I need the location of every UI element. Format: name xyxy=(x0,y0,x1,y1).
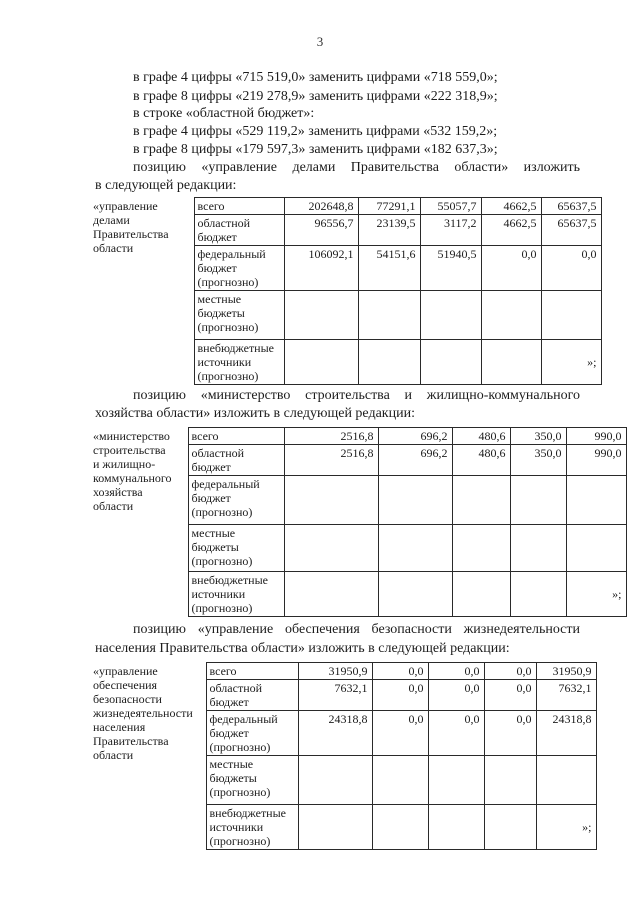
amount-cell xyxy=(378,476,452,525)
amount-cell xyxy=(510,572,566,617)
page-number: 3 xyxy=(316,34,324,49)
funding-source-line: источники xyxy=(197,355,252,369)
amount-cell xyxy=(420,340,481,385)
organization-name xyxy=(90,198,194,385)
funding-source-line: (прогнозно) xyxy=(197,369,259,383)
organization-name xyxy=(90,663,206,850)
funding-source xyxy=(188,476,284,525)
funding-source-line: (прогнозно) xyxy=(209,740,271,754)
funding-source-line: внебюджетные xyxy=(191,573,268,587)
amount-cell: 0,0 xyxy=(428,663,484,680)
funding-source-line: источники xyxy=(191,587,246,601)
funding-source-line: местные xyxy=(209,757,254,771)
organization-name-line: «управление xyxy=(93,663,158,678)
amount-cell: 31950,9 xyxy=(536,663,596,680)
amount-cell: 480,6 xyxy=(452,445,510,476)
closing-quote: »; xyxy=(612,587,622,601)
organization-name-line: коммунального xyxy=(93,470,172,485)
amount-cell xyxy=(541,340,601,385)
amount-cell: 23139,5 xyxy=(358,215,420,246)
organization-name-line: делами xyxy=(93,212,130,227)
funding-source-line: федеральный xyxy=(191,477,260,491)
amount-cell: 0,0 xyxy=(484,711,536,756)
amount-cell xyxy=(452,525,510,572)
paragraph-line: хозяйства области» изложить в следующей редакции: xyxy=(95,406,415,421)
funding-source-line: бюджеты xyxy=(191,540,239,554)
text-line: в графе 4 цифры «715 519,0» заменить цифрами «718 559,0»; xyxy=(133,70,498,85)
amount-cell: 696,2 xyxy=(378,445,452,476)
amount-cell: 350,0 xyxy=(510,428,566,445)
amount-cell xyxy=(484,756,536,805)
amount-cell xyxy=(566,525,626,572)
budget-table-management-affairs xyxy=(90,197,602,385)
amount-cell: 2516,8 xyxy=(284,428,378,445)
amount-cell: 4662,5 xyxy=(481,215,541,246)
funding-source-line: областной xyxy=(197,216,251,230)
table-row xyxy=(90,663,596,680)
amount-cell xyxy=(536,756,596,805)
funding-source-line: (прогнозно) xyxy=(197,275,259,289)
funding-source-line: местные xyxy=(191,526,236,540)
amount-cell: 0,0 xyxy=(481,246,541,291)
organization-name-line: области xyxy=(93,498,134,513)
funding-source-line: федеральный xyxy=(197,247,266,261)
funding-source-line: всего xyxy=(209,664,237,678)
amount-cell: 54151,6 xyxy=(358,246,420,291)
funding-source-line: (прогнозно) xyxy=(191,554,253,568)
funding-source xyxy=(188,572,284,617)
amount-cell xyxy=(566,476,626,525)
amount-cell: 65637,5 xyxy=(541,215,601,246)
amount-cell: 96556,7 xyxy=(284,215,358,246)
amount-cell: 0,0 xyxy=(428,680,484,711)
funding-source-line: (прогнозно) xyxy=(209,834,271,848)
organization-name-line: Правительства xyxy=(93,733,169,748)
funding-source xyxy=(206,663,298,680)
organization-name-line: населения xyxy=(93,719,146,734)
amount-cell: 0,0 xyxy=(372,680,428,711)
funding-source-line: (прогнозно) xyxy=(191,601,253,615)
amount-cell: 31950,9 xyxy=(298,663,372,680)
funding-source-line: бюджеты xyxy=(209,771,257,785)
amount-cell: 480,6 xyxy=(452,428,510,445)
paragraph-line: в следующей редакции: xyxy=(95,178,237,193)
amount-cell xyxy=(372,805,428,850)
amount-cell xyxy=(284,476,378,525)
funding-source-line: бюджет xyxy=(209,695,249,709)
amount-cell: 202648,8 xyxy=(284,198,358,215)
funding-source-line: источники xyxy=(209,820,264,834)
amount-cell: 55057,7 xyxy=(420,198,481,215)
funding-source xyxy=(188,525,284,572)
amount-cell xyxy=(358,340,420,385)
organization-name-line: «министерство xyxy=(93,428,170,443)
amount-cell xyxy=(284,340,358,385)
amount-cell xyxy=(541,291,601,340)
organization-name xyxy=(90,428,188,617)
amount-cell: 0,0 xyxy=(372,663,428,680)
amount-cell xyxy=(284,291,358,340)
amount-cell xyxy=(428,756,484,805)
paragraph-line: позицию «управление обеспечения безопасности жизнедеятельности xyxy=(133,622,580,637)
organization-name-line: обеспечения xyxy=(93,677,158,692)
amount-cell xyxy=(510,476,566,525)
closing-quote: »; xyxy=(582,820,592,834)
paragraph-line: позицию «управление делами Правительства области» изложить xyxy=(133,160,580,175)
funding-source xyxy=(194,198,284,215)
organization-name-line: жизнедеятельности xyxy=(93,705,193,720)
funding-source xyxy=(206,756,298,805)
paragraph-line: позицию «министерство строительства и жилищно-коммунального xyxy=(133,388,580,403)
amount-cell xyxy=(452,572,510,617)
organization-name-line: «управление xyxy=(93,198,158,213)
amount-cell: 0,0 xyxy=(541,246,601,291)
organization-name-line: Правительства xyxy=(93,226,169,241)
amount-cell xyxy=(536,805,596,850)
funding-source-line: бюджет xyxy=(191,460,231,474)
organization-name-line: области xyxy=(93,240,134,255)
funding-source-line: (прогнозно) xyxy=(191,505,253,519)
organization-name-line: хозяйства xyxy=(93,484,143,499)
table-row xyxy=(90,198,601,215)
closing-quote: »; xyxy=(587,355,597,369)
amount-cell xyxy=(284,572,378,617)
amount-cell: 7632,1 xyxy=(536,680,596,711)
funding-source-line: областной xyxy=(191,446,245,460)
amount-cell: 77291,1 xyxy=(358,198,420,215)
funding-source xyxy=(206,805,298,850)
amount-cell xyxy=(420,291,481,340)
funding-source-line: бюджеты xyxy=(197,306,245,320)
amount-cell: 0,0 xyxy=(428,711,484,756)
funding-source-line: местные xyxy=(197,292,242,306)
amount-cell xyxy=(298,756,372,805)
amount-cell: 3117,2 xyxy=(420,215,481,246)
funding-source xyxy=(194,215,284,246)
amount-cell: 4662,5 xyxy=(481,198,541,215)
amount-cell xyxy=(452,476,510,525)
funding-source-line: внебюджетные xyxy=(197,341,274,355)
amount-cell xyxy=(378,525,452,572)
amount-cell: 990,0 xyxy=(566,428,626,445)
amount-cell: 24318,8 xyxy=(298,711,372,756)
funding-source xyxy=(194,291,284,340)
organization-name-line: и жилищно- xyxy=(93,456,156,471)
funding-source xyxy=(206,711,298,756)
budget-table-construction-ministry xyxy=(90,427,627,617)
amount-cell xyxy=(484,805,536,850)
amount-cell xyxy=(481,291,541,340)
amount-cell: 2516,8 xyxy=(284,445,378,476)
table-row xyxy=(90,428,626,445)
funding-source-line: (прогнозно) xyxy=(197,320,259,334)
amount-cell: 350,0 xyxy=(510,445,566,476)
amount-cell xyxy=(510,525,566,572)
funding-source xyxy=(194,340,284,385)
paragraph-line: населения Правительства области» изложить в следующей редакции: xyxy=(95,641,510,656)
amount-cell xyxy=(378,572,452,617)
amount-cell: 0,0 xyxy=(484,680,536,711)
amount-cell: 990,0 xyxy=(566,445,626,476)
organization-name-line: безопасности xyxy=(93,691,162,706)
text-line: в графе 8 цифры «219 278,9» заменить цифрами «222 318,9»; xyxy=(133,89,498,104)
amount-cell xyxy=(298,805,372,850)
funding-source-line: (прогнозно) xyxy=(209,785,271,799)
amount-cell: 106092,1 xyxy=(284,246,358,291)
funding-source-line: внебюджетные xyxy=(209,806,286,820)
funding-source-line: бюджет xyxy=(197,230,237,244)
organization-name-line: строительства xyxy=(93,442,166,457)
funding-source-line: бюджет xyxy=(209,726,249,740)
amount-cell: 65637,5 xyxy=(541,198,601,215)
amount-cell: 0,0 xyxy=(484,663,536,680)
amount-cell xyxy=(481,340,541,385)
funding-source xyxy=(206,680,298,711)
amount-cell: 7632,1 xyxy=(298,680,372,711)
budget-table-safety-department xyxy=(90,662,597,850)
funding-source-line: всего xyxy=(191,429,219,443)
amount-cell xyxy=(372,756,428,805)
funding-source xyxy=(188,428,284,445)
amount-cell: 696,2 xyxy=(378,428,452,445)
text-line: в графе 8 цифры «179 597,3» заменить цифрами «182 637,3»; xyxy=(133,142,498,157)
funding-source-line: бюджет xyxy=(191,491,231,505)
text-line: в строке «областной бюджет»: xyxy=(133,106,315,121)
amount-cell: 51940,5 xyxy=(420,246,481,291)
amount-cell: 24318,8 xyxy=(536,711,596,756)
funding-source-line: всего xyxy=(197,199,225,213)
organization-name-line: области xyxy=(93,747,134,762)
amount-cell xyxy=(358,291,420,340)
funding-source xyxy=(194,246,284,291)
funding-source-line: федеральный xyxy=(209,712,278,726)
amount-cell xyxy=(428,805,484,850)
amount-cell xyxy=(284,525,378,572)
funding-source-line: областной xyxy=(209,681,263,695)
amount-cell xyxy=(566,572,626,617)
text-line: в графе 4 цифры «529 119,2» заменить цифрами «532 159,2»; xyxy=(133,124,498,139)
funding-source xyxy=(188,445,284,476)
amount-cell: 0,0 xyxy=(372,711,428,756)
funding-source-line: бюджет xyxy=(197,261,237,275)
